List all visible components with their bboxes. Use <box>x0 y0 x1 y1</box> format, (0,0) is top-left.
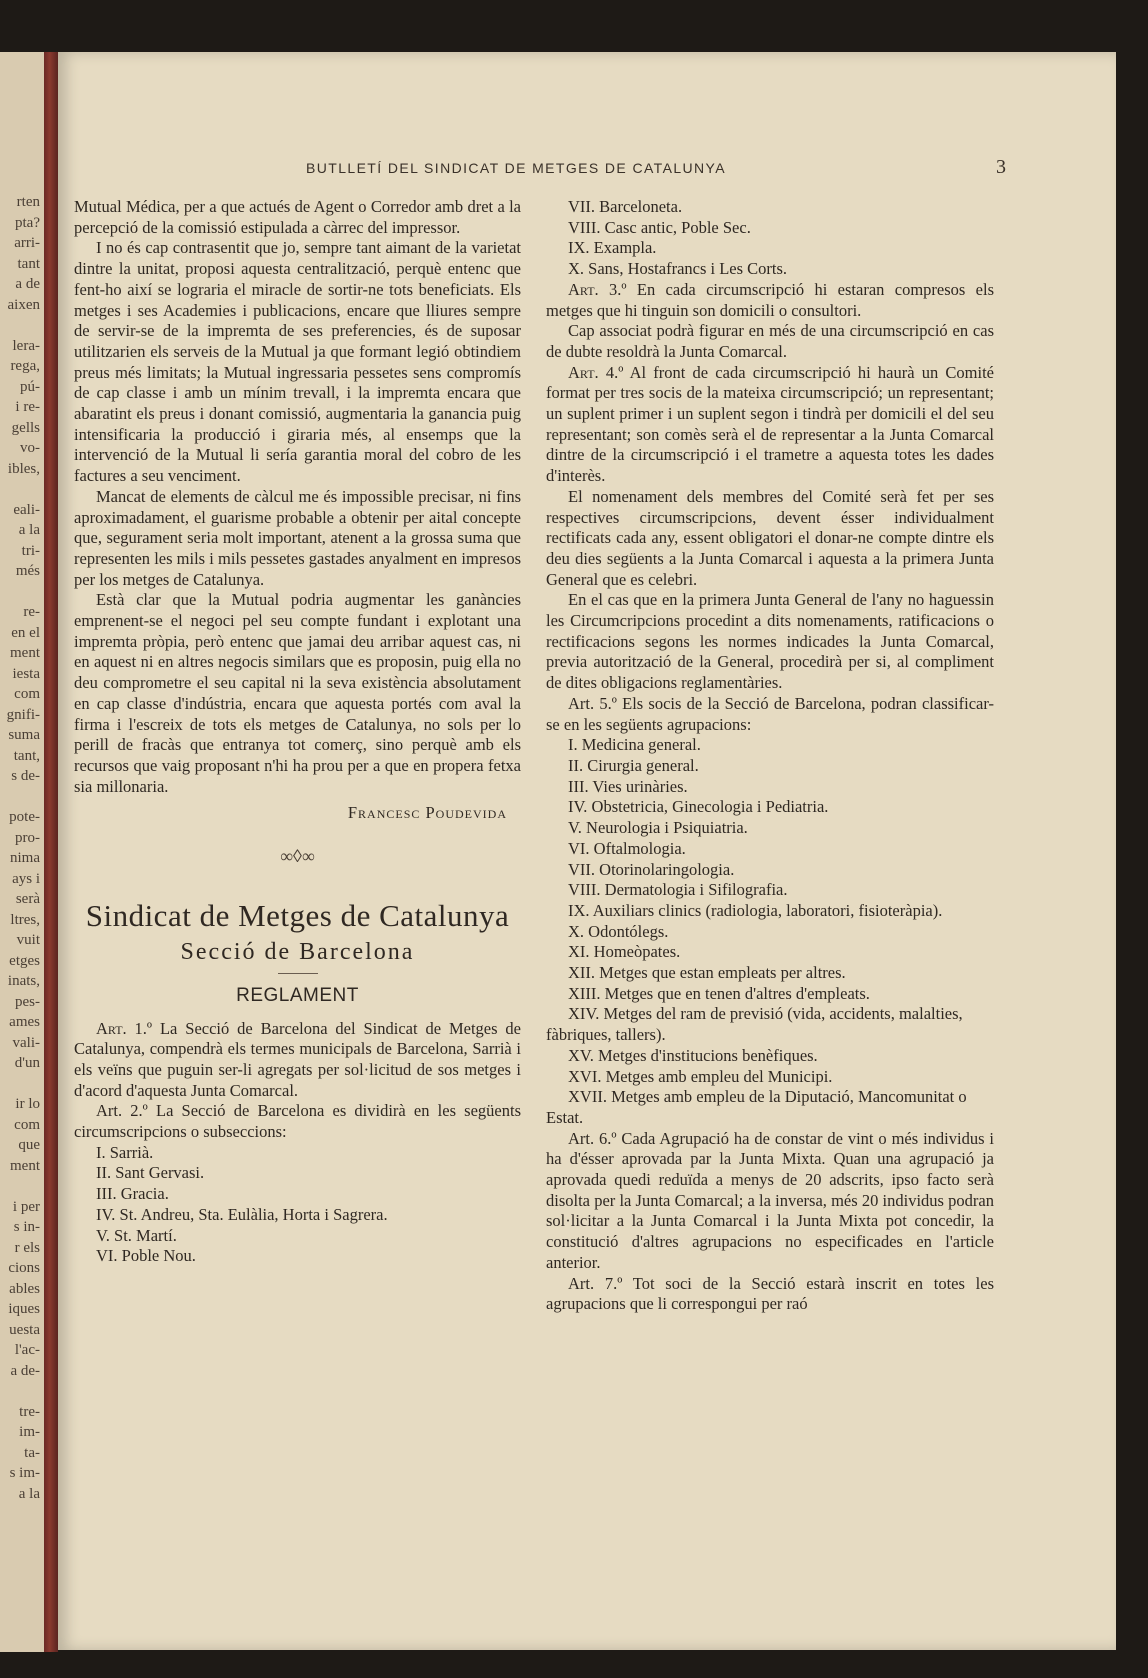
article-text: Cada Agrupació ha de constar de vint o més individus i ha d'ésser aprovada par la Junta Mixta. Quan una agrupació ja aprovada quedi reduïda a menys de 20 adscrits, ipso facto serà disolta per la Junta Comarcal; a la inversa, més 20 individus podran sol·licitar a la Junta Comarcal i la Junta Mixta pot concedir, la constitució d'altres agrupacions no especificades en l'article anterior. <box>546 1128 994 1272</box>
previous-page-line: ir lo <box>15 1096 40 1112</box>
list-item: III. Gracia. <box>96 1184 169 1204</box>
previous-page-line: cions <box>8 1260 40 1276</box>
previous-page-line: tant, <box>13 747 40 764</box>
page <box>58 52 1116 1650</box>
previous-page-line: com <box>14 686 40 702</box>
previous-page-line: iques <box>8 1301 40 1317</box>
list-item: X. Sans, Hostafrancs i Les Corts. <box>568 259 788 279</box>
article-label: Art. 5.º <box>568 693 617 713</box>
article-text: Tot soci de la Secció estarà inscrit en totes les agrupacions que li correspongui per raó <box>546 1273 994 1314</box>
previous-page-line: ltres, <box>10 911 40 928</box>
paragraph: Mancat de elements de càlcul me és impossible precisar, ni fins aproximadament, el guarisme probable a obtenir per aital concepte que, segurament seria molt important, atenent a la grossa suma que representen les mils i mils pessetes gastades anyalment en impresos per los metges de Catalunya. <box>74 486 521 589</box>
previous-page-fragment <box>0 52 44 1652</box>
previous-page-line: eali- <box>13 501 40 518</box>
previous-page-line: rten <box>16 194 40 210</box>
previous-page-line: serà <box>15 891 40 907</box>
previous-page-line: pes- <box>15 993 40 1010</box>
group-item: XIII. Metges que en tenen d'altres d'empleats. <box>568 983 870 1003</box>
list-item: VII. Barceloneta. <box>568 197 683 216</box>
previous-page-line: i re- <box>15 399 40 415</box>
previous-page-line: a de- <box>10 1362 40 1379</box>
previous-page-line: ames <box>9 1014 40 1030</box>
regulation-heading: REGLAMENT <box>236 984 359 1006</box>
paragraph: Mutual Médica, per a que actués de Agent o Corredor amb dret a la percepció de la comissió estipulada a càrrec del impressor. <box>74 197 521 237</box>
previous-page-line: tre- <box>19 1403 40 1420</box>
running-title: BUTLLETÍ DEL SINDICAT DE METGES DE CATALUNYA <box>306 160 726 176</box>
page-number: 3 <box>996 156 1006 178</box>
section-title: Sindicat de Metges de Catalunya <box>85 897 510 933</box>
previous-page-line: en el <box>11 624 40 641</box>
group-item: XVI. Metges amb empleu del Municipi. <box>568 1066 833 1086</box>
ornament-divider: ∞◊∞ <box>280 846 315 867</box>
previous-page-line: s im- <box>9 1465 40 1481</box>
previous-page-line: nima <box>10 850 40 866</box>
list-item: VIII. Casc antic, Poble Sec. <box>568 217 751 237</box>
group-item: XII. Metges que estan empleats per altres. <box>568 963 846 983</box>
paragraph: I no és cap contrasentit que jo, sempre tant aimant de la varietat dintre la unitat, proposi aquesta centralització, perquè entenc que fent-ho així se lograria el miracle de sortir-ne tots beneficiats. Els metges i ses Academies i publicacions, encare que lliures sempre de servir-se de la impremta de ses preferencies, és de suposar utilitzarien els serveis de la Mutual ja que formant legió obtindiem preus més limitats; la Mutual ingressaria pessetes sens compromís de cap classe i amb un mínim trevall, i la impremta encara que abaratint els preus i donant comissió, augmentaria la ganancia puig intensificaria la producció i giraria més, al ensemps que la intervenció de la Mutual li sería garantia moral del cobro de les factures a seu venciment. <box>74 238 521 486</box>
article-text: La Secció de Barcelona del Sindicat de Metges de Catalunya, compendrà els termes municipals de Barcelona, Sarrià i els veïns que puguin ser-li agregats per sol·licitud de sos metges i d'acord d'aquesta Junta Comarcal. <box>74 1018 521 1100</box>
list-item: VI. Poble Nou. <box>96 1246 196 1266</box>
book-binding <box>44 52 58 1652</box>
previous-page-line: l'ac- <box>14 1342 40 1358</box>
paragraph: En el cas que en la primera Junta General de l'any no haguessin les Circumcripcions procedint a dits nomenaments, ratificacions o rectificacions segons les normes indicades la Junta Comarcal, previa autorització de la General, procedirà per si, al compliment de dites obligacions reglamentàries. <box>546 590 994 693</box>
previous-page-line: re- <box>23 604 40 620</box>
previous-page-line: més <box>15 563 40 579</box>
article-text: Al front de cada circumscripció hi haurà un Comité format per tres socis de la mateixa circumscripció; un representant; un suplent primer i un suplent segon i tindrà per domicili el del seu representant; son comès serà el de representar a la Junta Comarcal dintre de la circumscripció i el trametre a aquesta totes les dades d'interès. <box>546 362 995 486</box>
previous-page-line: i per <box>12 1198 40 1215</box>
article-4 <box>546 363 994 487</box>
group-item: V. Neurologia i Psiquiatria. <box>568 818 748 838</box>
group-item: VI. Oftalmologia. <box>568 838 686 858</box>
previous-page-line: tant <box>17 255 40 272</box>
previous-page-line: ays i <box>12 870 40 887</box>
previous-page-line: ment <box>10 645 40 661</box>
previous-page-line: gnifi- <box>6 706 40 723</box>
previous-page-line: iesta <box>12 665 40 682</box>
group-item: VII. Otorinolaringologia. <box>568 859 735 879</box>
title-rule <box>278 973 318 974</box>
paragraph: El nomenament dels membres del Comité serà fet per ses respectives circumscripcions, devent ésser individualment rectificats cada any, essent obligatori el donar-ne compte dintre els deu dies següents a la Junta Comarcal i aquesta a la primera Junta General que es celebri. <box>546 486 994 589</box>
list-item: II. Sant Gervasi. <box>96 1163 205 1183</box>
previous-page-line: pote- <box>9 809 40 825</box>
article-3 <box>546 280 994 321</box>
article-label: Art. 7.º <box>568 1273 623 1293</box>
previous-page-line: pro- <box>15 829 40 846</box>
group-item: IV. Obstetricia, Ginecologia i Pediatria. <box>568 797 829 817</box>
previous-page-line: vali- <box>12 1034 40 1051</box>
group-item: II. Cirurgia general. <box>568 755 699 775</box>
previous-page-line: im- <box>19 1424 40 1440</box>
previous-page-line: lera- <box>12 337 40 354</box>
list-item: IV. St. Andreu, Sta. Eulàlia, Horta i Sagrera. <box>96 1204 388 1224</box>
previous-page-line: uesta <box>9 1321 40 1338</box>
article-text: La Secció de Barcelona es dividirà en les següents circumscripcions o subseccions: <box>74 1101 521 1142</box>
previous-page-line: r els <box>14 1239 40 1256</box>
previous-page-line: a de <box>15 276 40 292</box>
group-item: XI. Homeòpates. <box>568 942 681 962</box>
left-column <box>74 197 521 1267</box>
group-item: XVII. Metges amb empleu de la Diputació, Mancomunitat o Estat. <box>546 1087 967 1127</box>
list-item: V. St. Martí. <box>96 1225 177 1245</box>
article-6 <box>546 1129 994 1274</box>
group-item: XIV. Metges del ram de previsió (vida, accidents, malalties, fàbriques, tallers). <box>546 1004 963 1045</box>
article-label: Art. 1.º <box>96 1018 153 1038</box>
previous-page-line: ables <box>9 1280 40 1297</box>
article-7 <box>546 1274 994 1315</box>
author-signature: Francesc Poudevida <box>347 803 507 823</box>
group-item: IX. Auxiliars clinics (radiologia, laboratori, fisioteràpia). <box>568 900 943 920</box>
article-label: Art. 3.º <box>568 279 627 299</box>
previous-page-line: d'un <box>14 1055 40 1071</box>
group-item: I. Medicina general. <box>568 735 701 755</box>
article-2 <box>74 1101 521 1142</box>
previous-page-line: vuit <box>16 932 40 948</box>
previous-page-line: a la <box>18 522 40 538</box>
article-label: Art. 4.º <box>568 362 624 382</box>
list-item: I. Sarrià. <box>96 1142 154 1162</box>
previous-page-line: rega, <box>10 358 40 374</box>
article-1 <box>74 1019 521 1102</box>
previous-page-line: pú- <box>20 378 40 395</box>
previous-page-line: aixen <box>7 296 40 313</box>
previous-page-line: pta? <box>15 214 40 231</box>
group-item: VIII. Dermatologia i Sifilografia. <box>568 880 788 900</box>
previous-page-line: tri- <box>21 542 40 559</box>
running-header <box>58 156 1068 182</box>
previous-page-line: ibles, <box>7 460 40 477</box>
article-label: Art. 6.º <box>568 1128 617 1148</box>
previous-page-line: suma <box>8 727 40 743</box>
previous-page-line: inats, <box>7 973 40 989</box>
article-text: En cada circumscripció hi estaran compresos els metges que hi tinguin son domicili o consultori. <box>546 279 994 320</box>
previous-page-line: s in- <box>13 1219 40 1235</box>
group-item: X. Odontólegs. <box>568 921 669 941</box>
article-5 <box>546 694 994 735</box>
previous-page-line: arri- <box>14 235 40 251</box>
paragraph: Està clar que la Mutual podria augmentar les ganàncies emprenent-se el negoci pel seu compte fundant i explotant una impremta pròpia, però entenc que jamai deu arribar aquest cas, ni en aquest ni en altres negocis similars que es proposin, puig ella no deu comprometre el seu capital ni la seva existència absolutament en cap classe d'indústria, encara que aquesta portés com aval la firma i l'escreix de tots els metges de Catalunya, no sols per lo perill de fracàs que entranya tot comerç, sino perquè amb els recursos que vaig proposant n'hi ha prou per a que en propera fetxa sia millonaria. <box>74 590 521 796</box>
article-text: Els socis de la Secció de Barcelona, podran classificar-se en les següents agrupacions: <box>546 693 995 734</box>
previous-page-line: com <box>14 1116 40 1133</box>
list-item: IX. Exampla. <box>568 238 657 258</box>
previous-page-line: gells <box>11 419 40 436</box>
previous-page-line: a la <box>18 1485 40 1502</box>
paragraph: Cap associat podrà figurar en més de una circumscripció en cas de dubte resoldrà la Junta Comarcal. <box>546 321 994 361</box>
previous-page-line: ta- <box>24 1444 40 1461</box>
previous-page-line: etges <box>9 952 40 969</box>
right-column <box>546 197 994 1315</box>
article-label: Art. 2.º <box>96 1101 148 1121</box>
previous-page-line: que <box>18 1137 40 1153</box>
previous-page-line: s de- <box>11 768 40 784</box>
previous-page-line: ment <box>10 1157 40 1174</box>
section-subtitle: Secció de Barcelona <box>180 938 415 965</box>
group-item: XV. Metges d'institucions benèfiques. <box>568 1045 818 1065</box>
group-item: III. Vies urinàries. <box>568 776 688 796</box>
previous-page-line: vo- <box>20 440 40 456</box>
